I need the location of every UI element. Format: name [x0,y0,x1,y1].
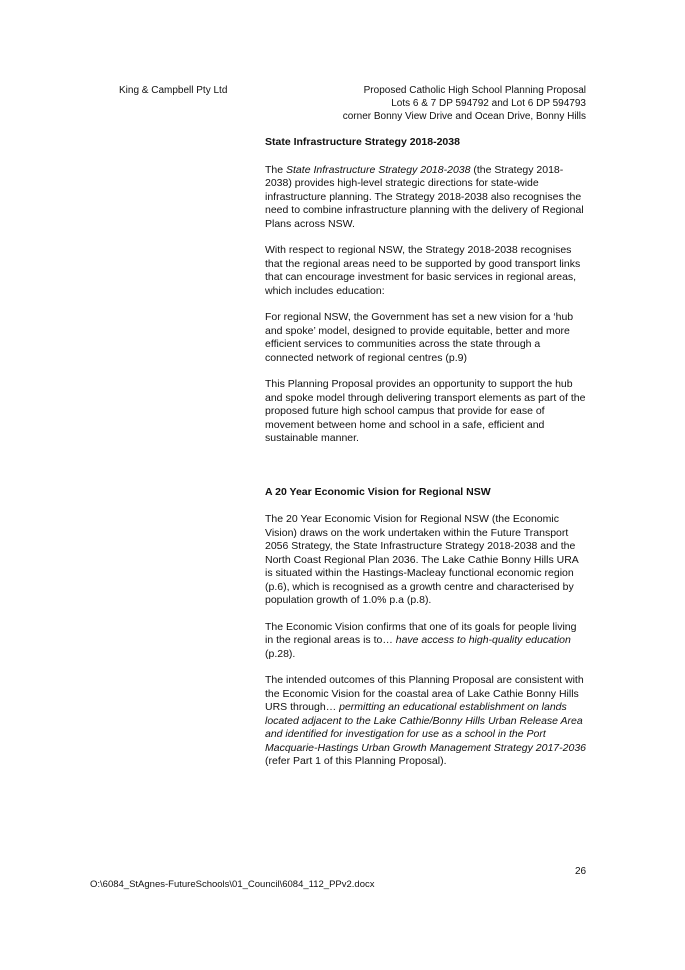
section-heading-state-infrastructure: State Infrastructure Strategy 2018-2038 [265,136,460,148]
paragraph-economic-vision-intro: The 20 Year Economic Vision for Regional NSW (the Economic Vision) draws on the work undertaken within the Future Transport 2056 Strategy, the State Infrastructure Strategy 2018-2038 and the North Coast Regional Plan 2036. The Lake Cathie Bonny Hills URA is situated within the Hastings-Macleay functional economic region (p.6), which is recognised as a growth centre and characterised by population growth of 1.0% p.a (p.8). [265,513,579,606]
footer-file-path: O:\6084_StAgnes-FutureSchools\01_Council\6084_112_PPv2.docx [90,879,375,890]
paragraph-planning-proposal-support: This Planning Proposal provides an opportunity to support the hub and spoke model through delivering transport elements as part of the proposed future high school campus that provide for ease of movement between home and school in a safe, efficient and sustainable manner. [265,378,586,444]
text: The intended outcomes of this Planning Proposal are consistent with the Economic Vision for the coastal area of Lake Cathie Bonny Hills URS through… [265,674,584,713]
text: (p.28). [265,647,296,660]
paragraph-hub-and-spoke-quote: For regional NSW, the Government has set a new vision for a ‘hub and spoke’ model, designed to provide equitable, better and more efficient services to communities across the state through a connected network of regional centres (p.9) [265,311,574,364]
paragraph-regional-nsw: With respect to regional NSW, the Strategy 2018-2038 recognises that the regional areas need to be supported by good transport links that can encourage investment for basic services in regional areas, which includes education: [265,244,581,297]
text: (refer Part 1 of this Planning Proposal). [265,755,447,767]
header-document-info [343,84,586,123]
outcome-italic: permitting an educational establishment on lands located adjacent to the Lake Cathie/Bonny Hills Urban Release Area and identified for investigation for use as a school in the Port Macquarie-Hastings Urban Growth Management Strategy 2017-2036 [265,701,587,754]
text: The Economic Vision confirms that one of its goals for people living in the regional areas is to… [265,620,577,646]
page-number: 26 [575,866,587,877]
paragraph-intended-outcomes [265,674,587,769]
text: The [265,163,287,176]
strategy-title-italic: State Infrastructure Strategy 2018-2038 [286,163,471,176]
header-lots: Lots 6 & 7 DP 594792 and Lot 6 DP 594793 [391,98,586,109]
header-location: corner Bonny View Drive and Ocean Drive, Bonny Hills [342,111,586,122]
paragraph-strategy-intro [265,164,587,232]
section-heading-economic-vision: A 20 Year Economic Vision for Regional NSW [265,485,491,498]
text: (the Strategy 2018-2038) provides high-level strategic directions for state-wide infrastructure planning. The Strategy 2018-2038 also recognises the need to combine infrastructure planning with the delivery of Regional Plans across NSW. [265,163,584,230]
goal-italic: have access to high-quality education [395,634,571,646]
paragraph-economic-vision-goals [265,621,587,662]
main-content [265,136,587,769]
header-doc-title: Proposed Catholic High School Planning Proposal [363,85,586,96]
header-company: King & Campbell Pty Ltd [119,85,228,96]
